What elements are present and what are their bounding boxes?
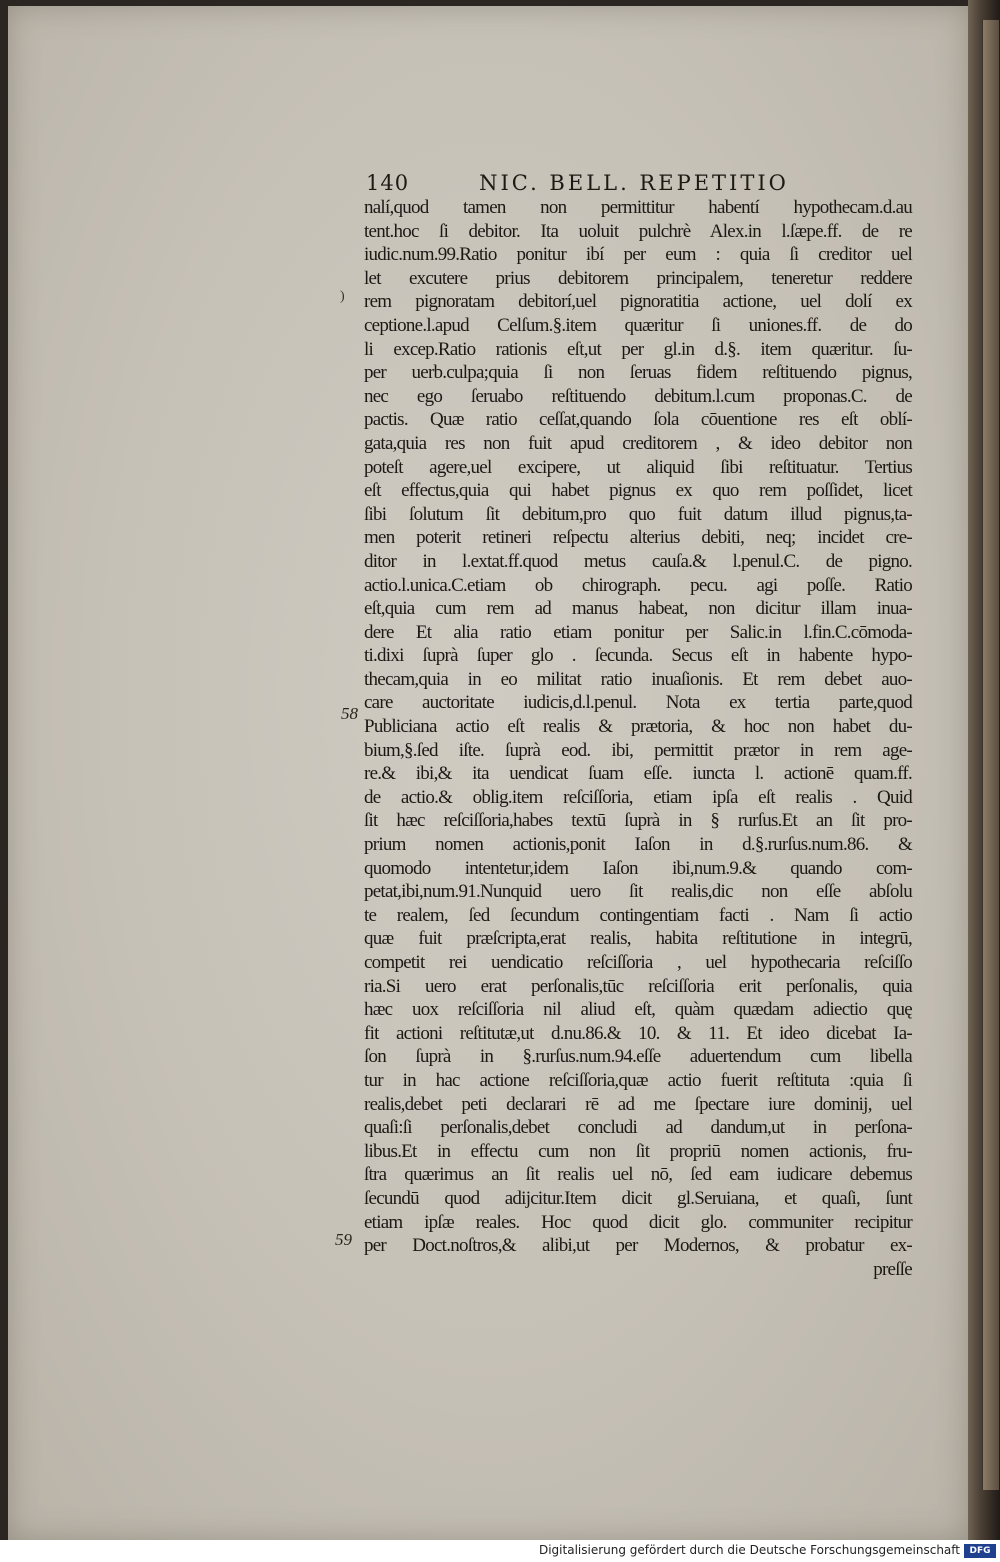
text-line: tent.hoc ſi debitor. Ita uoluit pulchrè Alex.in l.ſæpe.ff. de re (364, 220, 912, 242)
margin-number-58: 58 (341, 704, 358, 723)
text-line: fit actioni reſtitutæ,ut d.nu.86.& 10. & 11. Et ideo dicebat Ia- (364, 1022, 912, 1044)
text-line: per uerb.culpa;quia ſi non ſeruas fidem reſtituendo pignus, (364, 362, 912, 384)
dfg-logo: DFG (964, 1544, 996, 1558)
text-line: ſon ſuprà in §.rurſus.num.94.eſſe aduertendum cum libella (364, 1046, 912, 1068)
text-line: pactis. Quæ ratio ceſſat,quando ſola cōuentione res eſt oblí- (364, 409, 912, 431)
text-line: hæc uox reſciſſoria nil aliud eſt, quàm quædam adiectio quę (364, 999, 912, 1021)
text-line: poteſt agere,uel excipere, ut aliquid ſibi reſtituatur. Tertius (364, 456, 912, 478)
running-title: NIC. BELL. REPETITIO (479, 171, 789, 195)
text-line: iudic.num.99.Ratio ponitur ibí per eum : quia ſi creditor uel (364, 244, 912, 266)
text-line: te realem, ſed ſecundum contingentiam facti . Nam ſi actio (364, 904, 912, 926)
text-line: rem pignoratam debitorí,uel pignoratitia actione, uel dolí ex (364, 291, 912, 313)
text-line: ti.dixi ſuprà ſuper glo . ſecunda. Secus eſt in habente hypo- (364, 645, 912, 667)
text-line: ria.Si uero erat perſonalis,tūc reſciſſoria erit perſonalis, quia (364, 975, 912, 997)
text-line: eſt effectus,quia qui habet pignus ex quo rem poſſidet, licet (364, 480, 912, 502)
text-line: nec ego ſeruabo reſtituendo debitum.l.cum proponas.C. de (364, 385, 912, 407)
text-line: re.& ibi,& ita uendicat ſuam eſſe. iuncta l. actionē quam.ff. (364, 763, 912, 785)
text-line: bium,§.ſed iſte. ſuprà eod. ibi, permittit prætor in rem age- (364, 739, 912, 761)
main-text-block (364, 196, 912, 1281)
text-line: let excutere prius debitorem principalem, teneretur reddere (364, 267, 912, 289)
text-line: gata,quia res non fuit apud creditorem , & ideo debitor non (364, 432, 912, 454)
text-line: per Doct.noſtros,& alibi,ut per Modernos, & probatur ex- (364, 1235, 912, 1257)
text-line: care auctoritate iudicis,d.l.penul. Nota ex tertia parte,quod (364, 692, 912, 714)
text-line: li excep.Ratio rationis eſt,ut per gl.in d.§. item quæritur. ſu- (364, 338, 912, 360)
text-line: men poterit retineri reſpectu alterius debiti, neq; incidet cre- (364, 527, 912, 549)
text-line: ſtra quærimus an ſit realis uel nō, ſed eam iudicare debemus (364, 1164, 912, 1186)
text-line: quæ fuit præſcripta,erat realis, habita reſtitutione in integrū, (364, 928, 912, 950)
margin-number-59: 59 (335, 1230, 352, 1249)
page-edge (982, 20, 999, 1490)
text-line: ſit hæc reſciſſoria,habes textū ſuprà in § rurſus.Et an ſit pro- (364, 810, 912, 832)
text-line: thecam,quia in eo militat ratio inuaſionis. Et rem debet auo- (364, 668, 912, 690)
text-line: preſſe (873, 1258, 912, 1280)
page-number: 140 (366, 171, 410, 195)
text-line: tur in hac actione reſciſſoria,quæ actio fuerit reſtituta :quia ſi (364, 1069, 912, 1091)
text-line: ſibi ſolutum ſit debitum,pro quo fuit datum illud pignus,ta- (364, 503, 912, 525)
text-line: realis,debet peti declarari rē ad me ſpectare iure dominij, uel (364, 1093, 912, 1115)
text-line: quomodo intentetur,idem Iaſon ibi,num.9.& quando com- (364, 857, 912, 879)
margin-mark: ) (340, 289, 345, 304)
text-line: eſt,quia cum rem ad manus habeat, non dicitur illam inua- (364, 598, 912, 620)
text-line: actio.l.unica.C.etiam ob chirograph. pecu. agi poſſe. Ratio (364, 574, 912, 596)
text-line: etiam ipſæ reales. Hoc quod dicit glo. communiter recipitur (364, 1211, 912, 1233)
text-line: competit rei uendicatio reſciſſoria , uel hypothecaria reſciſſo (364, 952, 912, 973)
text-line: petat,ibi,num.91.Nunquid uero ſit realis,dic non eſſe abſolu (364, 881, 912, 903)
running-head (366, 168, 906, 198)
text-line: dere Et alia ratio etiam ponitur per Salic.in l.fin.C.cōmoda- (364, 621, 912, 643)
text-line: ditor in l.extat.ff.quod metus cauſa.& l.penul.C. de pigno. (364, 550, 912, 572)
text-line: Publiciana actio eſt realis & prætoria, & hoc non habet du- (364, 716, 912, 738)
footer-bar (0, 1540, 1000, 1562)
text-line: libus.Et in effectu cum non ſit propriū nomen actionis, fru- (364, 1140, 912, 1162)
text-line: de actio.& oblig.item reſciſſoria, etiam ipſa eſt realis . Quid (364, 786, 912, 808)
text-line: ceptione.l.apud Celſum.§.item quæritur ſi uniones.ff. de do (364, 314, 912, 336)
text-line: ſecundū quod adijcitur.Item dicit gl.Seruiana, et quaſi, ſunt (364, 1187, 912, 1209)
text-line: quaſi:ſi perſonalis,debet concludi ad dandum,ut in perſona- (364, 1117, 912, 1139)
footer-credit: Digitalisierung gefördert durch die Deutsche Forschungsgemeinschaft (538, 1543, 960, 1557)
text-line: nalí,quod tamen non permittitur habentí hypothecam.d.au (364, 197, 912, 218)
text-line: prium nomen actionis,ponit Iaſon in d.§.rurſus.num.86. & (364, 834, 912, 856)
